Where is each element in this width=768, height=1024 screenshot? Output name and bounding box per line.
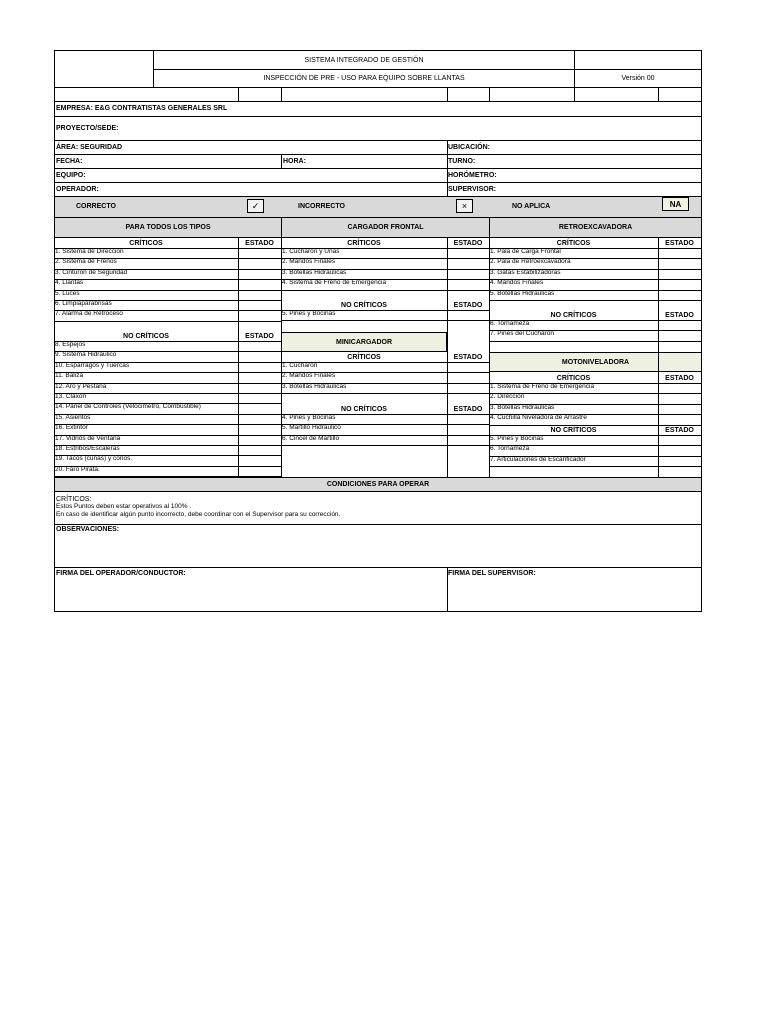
checklist-item: 18. Estribos/Escaleras [55, 445, 120, 452]
checklist-item: 2. Mandos Finales [282, 372, 336, 380]
system-title: SISTEMA INTEGRADO DE GESTIÓN [153, 50, 575, 70]
row-divider [54, 321, 281, 322]
cross-icon: × [456, 199, 473, 213]
cargador-estado-header: ESTADO [453, 239, 483, 247]
estado-cell[interactable] [658, 248, 701, 258]
cargador-no-criticos-estado: ESTADO [453, 301, 483, 309]
moto-no-criticos-estado: ESTADO [665, 426, 694, 434]
row-divider [489, 300, 701, 301]
na-icon: NA [662, 197, 689, 211]
retro-criticos-header: CRÍTICOS [556, 239, 591, 247]
checklist-item: 4. Pines y Bocinas [282, 414, 336, 421]
equipo-field: EQUIPO: [56, 172, 86, 179]
version-label: Versión 00 [574, 69, 702, 88]
retro-estado-header: ESTADO [665, 239, 694, 247]
estado-cell[interactable] [447, 310, 489, 320]
estado-cell[interactable] [658, 445, 701, 455]
mini-criticos-header: CRÍTICOS [347, 353, 381, 361]
estado-cell[interactable] [238, 258, 281, 268]
row-divider [281, 445, 489, 446]
estado-cell[interactable] [658, 383, 701, 393]
moto-no-criticos-header: NO CRÍTICOS [550, 426, 597, 434]
estado-cell[interactable] [658, 290, 701, 300]
checklist-item: 7. Articulaciones de Escarificador [490, 455, 586, 463]
moto-estado-header: ESTADO [665, 374, 694, 382]
checklist-item: 1. Sistema de Direccion [55, 248, 124, 255]
mini-estado-header: ESTADO [453, 353, 483, 361]
observaciones-label: OBSERVACIONES: [56, 526, 120, 533]
checklist-item: 2. Sistema de Frenos [55, 258, 117, 266]
turno-field: TURNO: [448, 158, 476, 165]
estado-cell[interactable] [658, 320, 701, 330]
checklist-item: 5. Pines y Bocinas [490, 435, 544, 442]
firma-operador-label: FIRMA DEL OPERADOR/CONDUCTOR: [56, 570, 186, 577]
logo-cell [54, 50, 154, 88]
checklist-item: 11. Baliza [55, 372, 84, 380]
row-divider [489, 425, 701, 426]
checklist-item: 3. Botellas Hidraulicas [282, 268, 347, 276]
estado-cell[interactable] [447, 424, 489, 434]
row-divider [281, 320, 489, 321]
legend-correcto: CORRECTO [76, 203, 116, 210]
checklist-item: 5. Martillo Hidraulico [282, 424, 341, 432]
checklist-item: 12. Aro y Pestaña [55, 382, 107, 390]
checklist-item: 7. Pines del Cucharon [490, 330, 554, 338]
conditions-title: CONDICIONES PARA OPERAR [54, 477, 702, 492]
cargador-criticos-header: CRÍTICOS [347, 239, 381, 247]
checklist-item: 1. Sistema de Freno de Emergencia [490, 383, 595, 390]
estado-cell[interactable] [658, 404, 701, 414]
operador-field: OPERADOR: [56, 186, 99, 193]
checklist-item: 2. Direccion [490, 393, 525, 401]
checklist-item: 9. Sistema Hidraulico [55, 351, 117, 359]
checklist-item: 13. Claxon [55, 393, 87, 400]
checklist-item: 5. Luces [55, 289, 80, 297]
estado-cell[interactable] [238, 414, 281, 424]
code-cell [574, 50, 702, 70]
estado-cell[interactable] [447, 383, 489, 393]
row-divider [489, 466, 701, 467]
estado-cell[interactable] [238, 424, 281, 434]
section-title-todos: PARA TODOS LOS TIPOS [54, 217, 282, 238]
checklist-item: 6. Tornameza [490, 320, 530, 327]
estado-cell[interactable] [238, 351, 281, 361]
row-divider [281, 393, 489, 394]
estado-cell[interactable] [238, 362, 281, 372]
estado-cell[interactable] [238, 466, 281, 476]
check-icon: ✓ [247, 199, 264, 213]
hora-field: HORA: [283, 158, 306, 165]
estado-cell[interactable] [658, 435, 701, 445]
estado-cell[interactable] [447, 279, 489, 289]
horometro-field: HORÓMETRO: [448, 172, 497, 179]
section-title-moto: MOTONIVELADORA [489, 352, 702, 372]
legend-incorrecto: INCORRECTO [298, 203, 345, 210]
observaciones-box[interactable] [54, 524, 702, 568]
checklist-item: 6. Cincel de Martillo [282, 434, 340, 442]
estado-cell[interactable] [447, 269, 489, 279]
mini-no-criticos-estado: ESTADO [453, 405, 483, 413]
row-divider [281, 290, 489, 291]
estado-cell[interactable] [238, 455, 281, 465]
retro-no-criticos-header: NO CRÍTICOS [550, 311, 597, 319]
estado-cell[interactable] [238, 279, 281, 289]
cargador-no-criticos-header: NO CRÍTICOS [341, 301, 387, 309]
estado-cell[interactable] [238, 300, 281, 310]
estado-cell[interactable] [238, 310, 281, 320]
proyecto-row[interactable] [54, 116, 702, 141]
estado-cell[interactable] [238, 248, 281, 258]
firma-supervisor-label: FIRMA DEL SUPERVISOR: [448, 570, 536, 577]
estado-cell[interactable] [447, 372, 489, 382]
conditions-line-1: Estos Puntos deben estar operativos al 100% . [56, 503, 192, 510]
estado-cell[interactable] [658, 279, 701, 289]
todos-no-criticos-header: NO CRÍTICOS [123, 332, 169, 340]
checklist-item: 1. Cucharon y Uñas [282, 248, 340, 255]
estado-cell[interactable] [238, 269, 281, 279]
estado-cell[interactable] [447, 435, 489, 445]
conditions-criticos-label: CRÍTICOS: [56, 496, 92, 503]
mini-no-criticos-header: NO CRÍTICOS [341, 405, 387, 413]
section-title-minicargador: MINICARGADOR [281, 332, 447, 352]
checklist-item: 6. Tornameza [490, 445, 530, 453]
section-title-cargador: CARGADOR FRONTAL [281, 217, 490, 238]
header-sub-row [54, 87, 702, 102]
estado-cell[interactable] [238, 445, 281, 455]
checklist-item: 8. Espejos [55, 341, 86, 348]
area-field: ÁREA: SEGURIDAD [56, 144, 123, 151]
estado-cell[interactable] [238, 372, 281, 382]
checklist-item: 1. Pala de Carga Frontal [490, 248, 561, 255]
checklist-item: 7. Alarma de Retroceso [55, 310, 123, 318]
checklist-item: 15. Asientos [55, 413, 91, 421]
retro-no-criticos-estado: ESTADO [665, 311, 694, 319]
checklist-item: 19. Tacos (cuñas) y conos. [55, 455, 133, 463]
estado-cell[interactable] [238, 290, 281, 300]
proyecto-field: PROYECTO/SEDE: [56, 125, 119, 132]
supervisor-field: SUPERVISOR: [448, 186, 497, 193]
row-divider [54, 476, 281, 477]
checklist-item: 2. Mandos Finales [282, 258, 336, 266]
checklist-item: 16. Extintor [55, 424, 88, 432]
checklist-item: 14. Panel de Controles (Velocimetro, Combustible) [55, 403, 201, 411]
checklist-item: 5. Pines y Bocinas [282, 310, 336, 317]
estado-cell[interactable] [658, 456, 701, 466]
checklist-item: 3. Gatas Estabilizadoras [490, 268, 561, 276]
estado-cell[interactable] [238, 341, 281, 351]
equipo-row[interactable] [54, 168, 702, 183]
legend-row [54, 196, 702, 218]
checklist-item: 20. Faro Pirata. [55, 465, 100, 473]
estado-cell[interactable] [658, 330, 701, 340]
checklist-item: 4. Llantas [55, 279, 84, 287]
todos-estado-header: ESTADO [245, 239, 274, 247]
checklist-item: 3. Botellas Hidraulicas [490, 403, 555, 411]
checklist-item: 2. Pala de Retroexcavadora [490, 258, 571, 266]
checklist-item: 4. Cuchilla Niveladora de Arrastre [490, 414, 587, 422]
todos-no-criticos-estado: ESTADO [245, 332, 274, 340]
checklist-item: 3. Botellas Hidraulicas [282, 382, 347, 390]
estado-cell[interactable] [658, 258, 701, 268]
checklist-item: 4. Sistema de Freno de Emergencia [282, 279, 387, 287]
empresa-field: EMPRESA: E&G CONTRATISTAS GENERALES SRL [56, 105, 228, 112]
estado-cell[interactable] [447, 362, 489, 372]
fecha-field: FECHA: [56, 158, 83, 165]
checklist-item: 17. Vidrios de Ventana [55, 434, 121, 442]
checklist-item: 5. Botellas Hidraulicas [490, 289, 555, 297]
section-title-retro: RETROEXCAVADORA [489, 217, 702, 238]
operador-row[interactable] [54, 182, 702, 197]
checklist-item: 1. Cucharon [282, 362, 318, 369]
checklist-item: 4. Mandos Finales [490, 279, 544, 287]
estado-cell[interactable] [658, 393, 701, 403]
ubicacion-field: UBICACIÓN: [448, 144, 490, 151]
estado-cell[interactable] [658, 269, 701, 279]
estado-cell[interactable] [238, 393, 281, 403]
estado-cell[interactable] [238, 403, 281, 413]
todos-criticos-header: CRÍTICOS [129, 239, 163, 247]
area-row[interactable] [54, 140, 702, 155]
legend-no-aplica: NO APLICA [512, 203, 551, 210]
checklist-item: 10. Esparragos y Tuercas [55, 361, 130, 369]
moto-criticos-header: CRÍTICOS [556, 374, 591, 382]
estado-cell[interactable] [238, 435, 281, 445]
row-divider [489, 341, 701, 342]
estado-cell[interactable] [658, 414, 701, 424]
fecha-row[interactable] [54, 154, 702, 169]
checklist-item: 6. Limpiaparabrisas [55, 300, 112, 307]
estado-cell[interactable] [238, 383, 281, 393]
estado-cell[interactable] [447, 414, 489, 424]
form-title: INSPECCIÓN DE PRE - USO PARA EQUIPO SOBRE LLANTAS [153, 69, 575, 88]
estado-cell[interactable] [447, 248, 489, 258]
conditions-line-2: En caso de identificar algún punto incorrecto, debe coordinar con el Supervisor para su corrección. [56, 511, 341, 518]
checklist-item: 3. Cinturon de Seguridad [55, 268, 128, 276]
estado-cell[interactable] [447, 258, 489, 268]
